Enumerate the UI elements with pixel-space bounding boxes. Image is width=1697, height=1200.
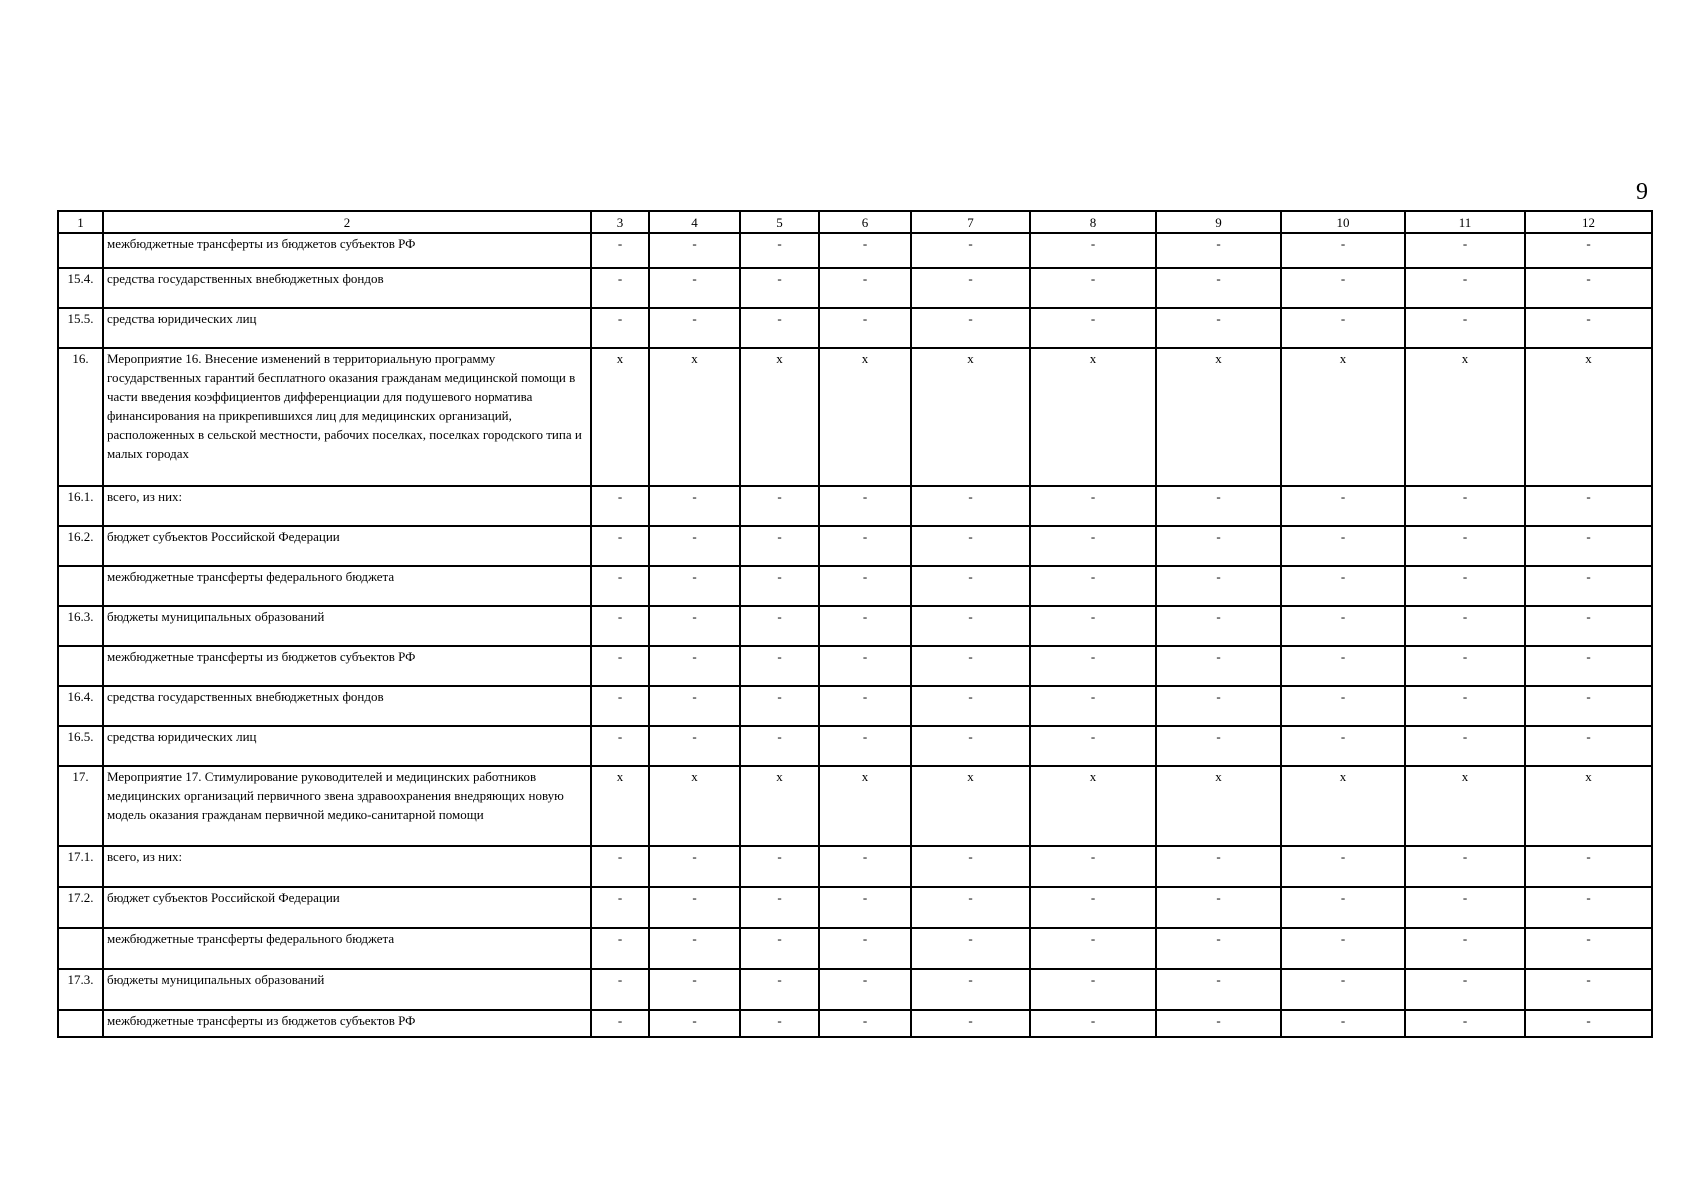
value-cell: - (1030, 233, 1156, 268)
value-cell: - (911, 308, 1030, 348)
value-cell: - (1405, 1010, 1525, 1037)
value-cell: - (591, 268, 649, 308)
value-cell: - (1156, 969, 1281, 1010)
value-cell: - (1525, 846, 1652, 887)
value-cell: - (649, 726, 740, 766)
value-cell: - (1405, 606, 1525, 646)
value-cell: - (819, 566, 911, 606)
value-cell: - (1281, 846, 1405, 887)
value-cell: - (819, 268, 911, 308)
value-cell: - (1030, 726, 1156, 766)
value-cell: - (911, 646, 1030, 686)
table-row (58, 606, 1652, 646)
value-cell: х (911, 766, 1030, 846)
value-cell: - (1281, 526, 1405, 566)
value-cell: - (591, 686, 649, 726)
value-cell: - (591, 233, 649, 268)
table-row (58, 308, 1652, 348)
row-number-cell: 17.3. (58, 969, 103, 1010)
value-cell: - (1030, 308, 1156, 348)
header-cell: 7 (911, 211, 1030, 233)
value-cell: - (1281, 887, 1405, 928)
value-cell: - (819, 887, 911, 928)
header-row (58, 211, 1652, 233)
row-description-cell: всего, из них: (103, 486, 591, 526)
value-cell: х (1525, 766, 1652, 846)
row-number-cell: 16.2. (58, 526, 103, 566)
value-cell: - (649, 486, 740, 526)
table-row (58, 566, 1652, 606)
header-cell: 9 (1156, 211, 1281, 233)
value-cell: - (1525, 887, 1652, 928)
value-cell: - (649, 526, 740, 566)
table-row (58, 928, 1652, 969)
value-cell: - (1405, 887, 1525, 928)
value-cell: - (1156, 233, 1281, 268)
value-cell: - (1525, 928, 1652, 969)
value-cell: - (819, 308, 911, 348)
value-cell: - (1030, 606, 1156, 646)
table-row (58, 348, 1652, 486)
row-number-cell: 17.2. (58, 887, 103, 928)
row-number-cell: 16.5. (58, 726, 103, 766)
value-cell: - (1281, 646, 1405, 686)
row-description-cell: средства юридических лиц (103, 308, 591, 348)
row-description-cell: бюджет субъектов Российской Федерации (103, 526, 591, 566)
value-cell: - (1281, 486, 1405, 526)
value-cell: - (911, 606, 1030, 646)
value-cell: - (740, 606, 819, 646)
value-cell: - (911, 233, 1030, 268)
value-cell: - (649, 268, 740, 308)
value-cell: х (1030, 766, 1156, 846)
value-cell: - (1281, 566, 1405, 606)
value-cell: - (1156, 486, 1281, 526)
value-cell: - (819, 686, 911, 726)
value-cell: - (591, 606, 649, 646)
value-cell: - (591, 646, 649, 686)
value-cell: - (740, 928, 819, 969)
value-cell: - (740, 233, 819, 268)
value-cell: - (1030, 566, 1156, 606)
value-cell: х (1030, 348, 1156, 486)
value-cell: - (1405, 928, 1525, 969)
value-cell: - (740, 969, 819, 1010)
value-cell: х (1525, 348, 1652, 486)
value-cell: - (819, 1010, 911, 1037)
value-cell: - (819, 726, 911, 766)
value-cell: - (911, 566, 1030, 606)
row-description-cell: средства юридических лиц (103, 726, 591, 766)
value-cell: - (1405, 308, 1525, 348)
value-cell: - (740, 887, 819, 928)
row-number-cell (58, 1010, 103, 1037)
value-cell: х (1405, 348, 1525, 486)
value-cell: х (819, 766, 911, 846)
table-row (58, 969, 1652, 1010)
header-cell: 11 (1405, 211, 1525, 233)
value-cell: - (740, 846, 819, 887)
value-cell: - (819, 646, 911, 686)
value-cell: - (911, 726, 1030, 766)
table-row (58, 1010, 1652, 1037)
row-description-cell: всего, из них: (103, 846, 591, 887)
value-cell: - (1156, 887, 1281, 928)
table-row (58, 726, 1652, 766)
value-cell: х (1156, 766, 1281, 846)
value-cell: - (649, 1010, 740, 1037)
row-description-cell: межбюджетные трансферты федерального бюджета (103, 928, 591, 969)
page-number: 9 (1636, 179, 1648, 205)
value-cell: - (591, 486, 649, 526)
row-number-cell: 16.1. (58, 486, 103, 526)
value-cell: - (591, 726, 649, 766)
value-cell: - (1281, 606, 1405, 646)
header-cell: 8 (1030, 211, 1156, 233)
value-cell: - (911, 686, 1030, 726)
value-cell: - (1030, 1010, 1156, 1037)
row-description-cell: бюджет субъектов Российской Федерации (103, 887, 591, 928)
row-description-cell: бюджеты муниципальных образований (103, 606, 591, 646)
header-cell: 1 (58, 211, 103, 233)
value-cell: - (911, 268, 1030, 308)
value-cell: - (1156, 526, 1281, 566)
row-number-cell: 15.5. (58, 308, 103, 348)
value-cell: - (1030, 969, 1156, 1010)
value-cell: - (1525, 486, 1652, 526)
financing-table (57, 210, 1653, 1038)
row-description-cell: межбюджетные трансферты из бюджетов субъектов РФ (103, 1010, 591, 1037)
value-cell: - (819, 606, 911, 646)
value-cell: - (911, 887, 1030, 928)
value-cell: х (1156, 348, 1281, 486)
value-cell: - (911, 486, 1030, 526)
value-cell: - (1405, 566, 1525, 606)
table-row (58, 268, 1652, 308)
value-cell: - (1156, 1010, 1281, 1037)
value-cell: - (1030, 526, 1156, 566)
value-cell: - (740, 486, 819, 526)
row-number-cell (58, 646, 103, 686)
table-row (58, 526, 1652, 566)
value-cell: - (740, 686, 819, 726)
value-cell: - (649, 308, 740, 348)
value-cell: - (591, 566, 649, 606)
value-cell: - (1405, 846, 1525, 887)
row-number-cell (58, 928, 103, 969)
row-number-cell: 16.4. (58, 686, 103, 726)
row-number-cell: 17.1. (58, 846, 103, 887)
value-cell: х (819, 348, 911, 486)
row-number-cell: 16. (58, 348, 103, 486)
value-cell: - (1405, 646, 1525, 686)
value-cell: - (591, 308, 649, 348)
value-cell: - (740, 308, 819, 348)
value-cell: - (819, 969, 911, 1010)
value-cell: - (1405, 969, 1525, 1010)
value-cell: - (591, 846, 649, 887)
value-cell: - (1281, 686, 1405, 726)
value-cell: - (740, 268, 819, 308)
row-description-cell: бюджеты муниципальных образований (103, 969, 591, 1010)
value-cell: - (1525, 726, 1652, 766)
value-cell: - (740, 1010, 819, 1037)
table-row (58, 686, 1652, 726)
value-cell: - (1156, 726, 1281, 766)
value-cell: - (1405, 526, 1525, 566)
value-cell: - (1525, 566, 1652, 606)
value-cell: - (649, 928, 740, 969)
value-cell: - (1281, 1010, 1405, 1037)
value-cell: - (740, 566, 819, 606)
header-cell: 3 (591, 211, 649, 233)
value-cell: - (1156, 646, 1281, 686)
value-cell: - (1030, 928, 1156, 969)
value-cell: - (1281, 969, 1405, 1010)
value-cell: - (649, 233, 740, 268)
value-cell: - (591, 928, 649, 969)
value-cell: - (1525, 686, 1652, 726)
value-cell: - (1156, 686, 1281, 726)
row-description-cell: межбюджетные трансферты из бюджетов субъектов РФ (103, 646, 591, 686)
value-cell: - (1156, 308, 1281, 348)
table-row (58, 887, 1652, 928)
value-cell: - (819, 928, 911, 969)
value-cell: - (1281, 726, 1405, 766)
value-cell: - (1405, 233, 1525, 268)
row-description-cell: межбюджетные трансферты из бюджетов субъектов РФ (103, 233, 591, 268)
table-row (58, 646, 1652, 686)
value-cell: - (1405, 486, 1525, 526)
value-cell: - (1281, 268, 1405, 308)
value-cell: - (1030, 846, 1156, 887)
value-cell: - (1525, 268, 1652, 308)
value-cell: х (1281, 348, 1405, 486)
table-body (58, 233, 1652, 1037)
value-cell: х (911, 348, 1030, 486)
row-number-cell (58, 233, 103, 268)
value-cell: - (649, 969, 740, 1010)
value-cell: - (1405, 726, 1525, 766)
value-cell: - (649, 887, 740, 928)
header-cell: 12 (1525, 211, 1652, 233)
value-cell: - (649, 686, 740, 726)
value-cell: - (1525, 1010, 1652, 1037)
value-cell: - (740, 726, 819, 766)
value-cell: х (740, 348, 819, 486)
header-cell: 6 (819, 211, 911, 233)
value-cell: х (1281, 766, 1405, 846)
value-cell: - (1156, 846, 1281, 887)
value-cell: х (591, 348, 649, 486)
row-number-cell (58, 566, 103, 606)
row-number-cell: 15.4. (58, 268, 103, 308)
row-description-cell: средства государственных внебюджетных фондов (103, 268, 591, 308)
row-description-cell: межбюджетные трансферты федерального бюджета (103, 566, 591, 606)
value-cell: - (1156, 566, 1281, 606)
value-cell: - (591, 887, 649, 928)
value-cell: - (1405, 268, 1525, 308)
value-cell: - (740, 526, 819, 566)
table-row (58, 233, 1652, 268)
row-description-cell: средства государственных внебюджетных фондов (103, 686, 591, 726)
value-cell: - (1030, 686, 1156, 726)
value-cell: - (819, 486, 911, 526)
value-cell: х (1405, 766, 1525, 846)
header-cell: 4 (649, 211, 740, 233)
value-cell: - (1525, 308, 1652, 348)
table-row (58, 846, 1652, 887)
row-number-cell: 16.3. (58, 606, 103, 646)
value-cell: - (1525, 646, 1652, 686)
value-cell: - (1281, 233, 1405, 268)
table-row (58, 486, 1652, 526)
row-description-cell: Мероприятие 16. Внесение изменений в территориальную программу государственных гарантий бесплатного оказания гражданам медицинской помощи в части введения коэффициентов дифференциации для подушевого норматива финансирования на прикрепившихся лиц для медицинских организаций, расположенных в сельской местности, рабочих поселках, поселках городского типа и малых городах (103, 348, 591, 486)
row-description-cell: Мероприятие 17. Стимулирование руководителей и медицинских работников медицинских организаций первичного звена здравоохранения внедряющих новую модель оказания гражданам первичной медико-санитарной помощи (103, 766, 591, 846)
header-cell: 2 (103, 211, 591, 233)
value-cell: - (1156, 268, 1281, 308)
value-cell: - (911, 526, 1030, 566)
value-cell: - (1525, 233, 1652, 268)
value-cell: - (1030, 646, 1156, 686)
value-cell: - (1281, 928, 1405, 969)
value-cell: - (1030, 268, 1156, 308)
value-cell: - (649, 566, 740, 606)
value-cell: - (1156, 606, 1281, 646)
value-cell: - (1525, 969, 1652, 1010)
value-cell: - (911, 846, 1030, 887)
value-cell: - (1525, 606, 1652, 646)
value-cell: - (911, 928, 1030, 969)
value-cell: - (649, 646, 740, 686)
value-cell: - (1156, 928, 1281, 969)
value-cell: - (591, 526, 649, 566)
value-cell: - (1525, 526, 1652, 566)
header-cell: 5 (740, 211, 819, 233)
value-cell: - (911, 1010, 1030, 1037)
header-cell: 10 (1281, 211, 1405, 233)
value-cell: - (819, 526, 911, 566)
value-cell: - (649, 846, 740, 887)
row-number-cell: 17. (58, 766, 103, 846)
value-cell: х (591, 766, 649, 846)
value-cell: - (1030, 486, 1156, 526)
value-cell: - (819, 233, 911, 268)
value-cell: - (649, 606, 740, 646)
value-cell: х (740, 766, 819, 846)
value-cell: - (911, 969, 1030, 1010)
value-cell: - (591, 969, 649, 1010)
value-cell: х (649, 348, 740, 486)
table-row (58, 766, 1652, 846)
value-cell: - (740, 646, 819, 686)
value-cell: х (649, 766, 740, 846)
value-cell: - (1405, 686, 1525, 726)
value-cell: - (1030, 887, 1156, 928)
value-cell: - (819, 846, 911, 887)
value-cell: - (591, 1010, 649, 1037)
value-cell: - (1281, 308, 1405, 348)
